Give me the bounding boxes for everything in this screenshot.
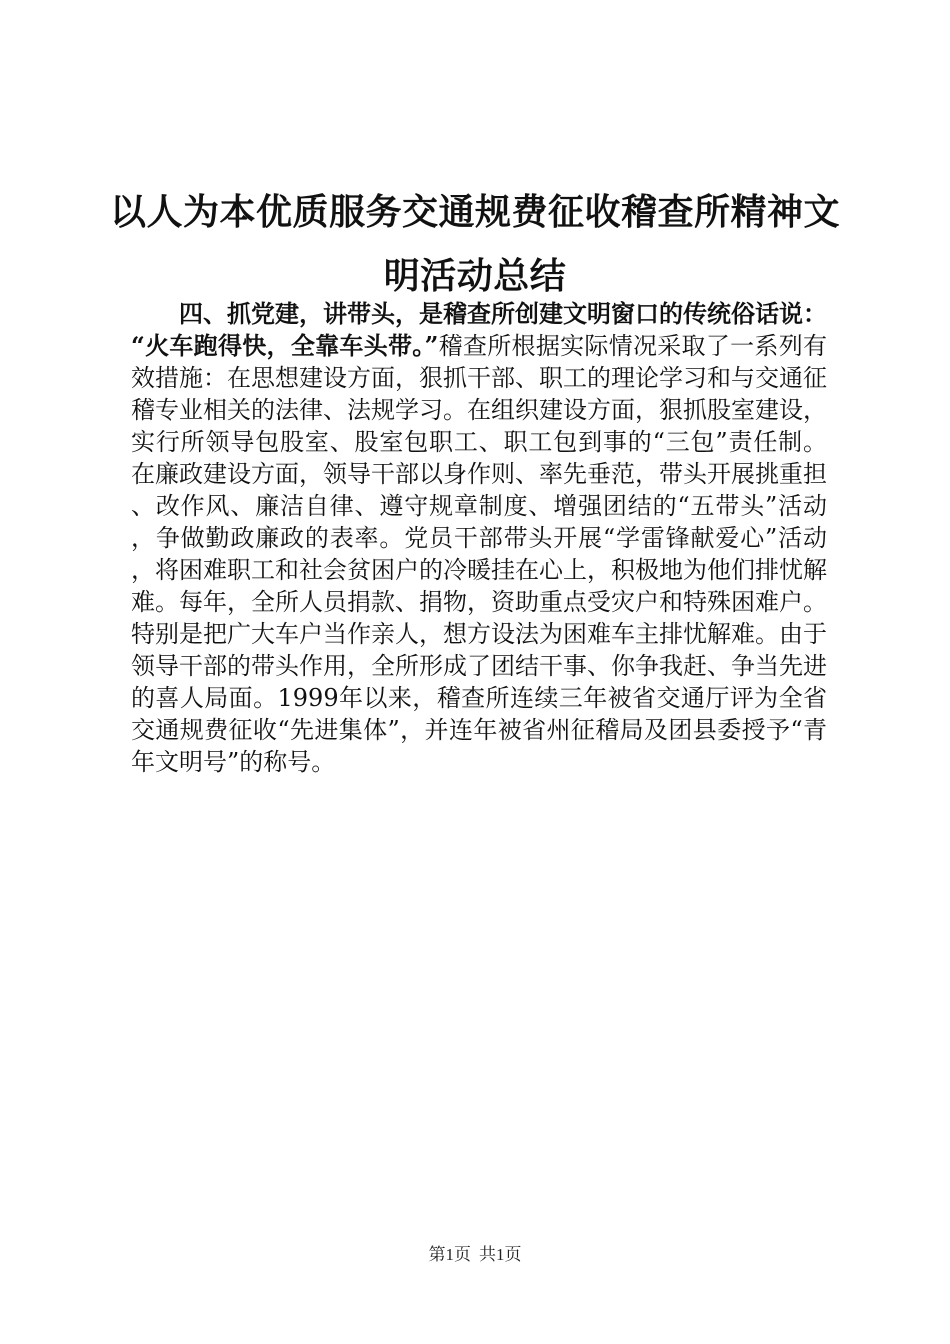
paragraph-lead: 四、抓党建，讲带头，是稽查所创建文明窗口的传统俗话说：“火车跑得快，全靠车头带。”: [131, 299, 827, 360]
body-paragraph: [131, 298, 827, 778]
page-footer: [0, 1240, 950, 1265]
document-title: 以人为本优质服务交通规费征收稽查所精神文明活动总结: [110, 191, 841, 297]
page-number: 第1页: [428, 1245, 471, 1264]
paragraph-text: 稽查所根据实际情况采取了一系列有效措施：在思想建设方面，狠抓干部、职工的理论学习和与交通征稽专业相关的法律、法规学习。在组织建设方面，狠抓股室建设，实行所领导包股室、股室包职工、职工包到事的“三包”责任制。在廉政建设方面，领导干部以身作则、率先垂范，带头开展挑重担、改作风、廉洁自律、遵守规章制度、增强团结的“五带头”活动，争做勤政廉政的表率。党员干部带头开展“学雷锋献爱心”活动，将困难职工和社会贫困户的冷暖挂在心上，积极地为他们排忧解难。每年，全所人员捐款、捐物，资助重点受灾户和特殊困难户。特别是把广大车户当作亲人，想方设法为困难车主排忧解难。由于领导干部的带头作用，全所形成了团结干事、你争我赶、争当先进的喜人局面。1999年以来，稽查所连续三年被省交通厅评为全省交通规费征收“先进集体”，并连年被省州征稽局及团县委授予“青年文明号”的称号。: [131, 332, 828, 776]
page-total: 共1页: [479, 1245, 522, 1264]
